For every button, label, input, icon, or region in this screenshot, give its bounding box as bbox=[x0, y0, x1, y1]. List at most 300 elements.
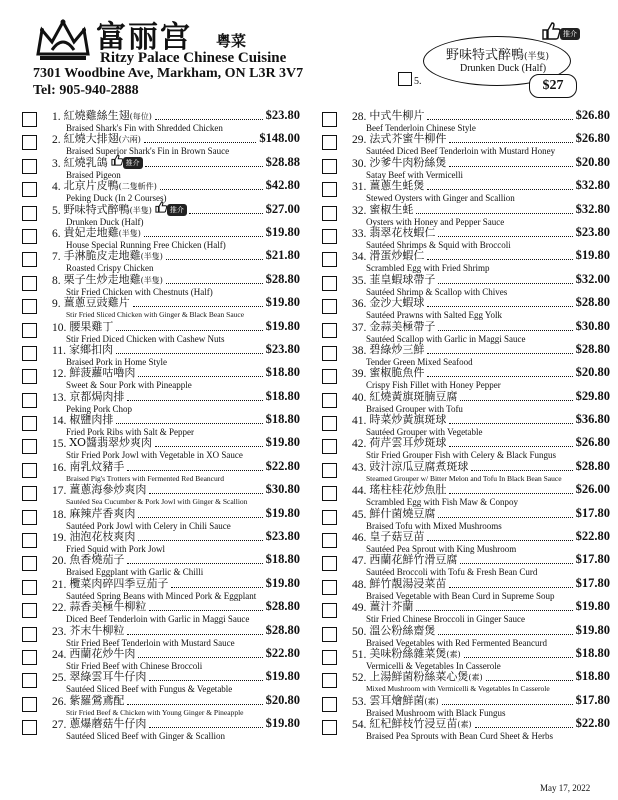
item-price: $19.80 bbox=[265, 435, 300, 450]
telephone: Tel: 905-940-2888 bbox=[33, 83, 139, 98]
dot-leader bbox=[149, 680, 262, 681]
item-price: $30.80 bbox=[265, 482, 300, 497]
order-checkbox[interactable] bbox=[322, 463, 337, 478]
order-checkbox[interactable] bbox=[322, 276, 337, 291]
item-price: $19.80 bbox=[575, 248, 610, 263]
menu-item-line bbox=[52, 133, 300, 146]
item-name-cn: 法式芥蜜牛柳件 bbox=[369, 132, 447, 146]
order-checkbox[interactable] bbox=[22, 697, 37, 712]
item-name-en: Peking Duck (In 2 Courses) bbox=[66, 193, 167, 204]
menu-item-line bbox=[52, 341, 300, 357]
item-name-en: Sautéed Shrimp & Scallop with Chives bbox=[366, 286, 508, 297]
order-checkbox[interactable] bbox=[22, 510, 37, 525]
menu-item-line bbox=[352, 601, 610, 614]
dot-leader bbox=[449, 587, 572, 588]
menu-item bbox=[322, 414, 610, 437]
dot-leader bbox=[438, 634, 572, 635]
order-checkbox[interactable] bbox=[22, 463, 37, 478]
item-name-cn: 翠綠雲耳牛仔肉 bbox=[69, 670, 147, 684]
item-number: 9. bbox=[52, 298, 61, 311]
menu-item-line bbox=[352, 224, 610, 240]
item-name-en: Sautéed Sliced Beef with Ginger & Scallion bbox=[66, 731, 225, 742]
dot-leader bbox=[427, 306, 572, 307]
dot-leader bbox=[438, 330, 572, 331]
brand-name-chinese: 富丽宫 bbox=[96, 20, 192, 55]
thumbs-up-icon bbox=[110, 153, 124, 167]
item-number: 3. bbox=[52, 157, 61, 170]
item-name-en: Stir Fried Diced Chicken with Cashew Nuts bbox=[66, 333, 225, 344]
item-price: $19.80 bbox=[265, 224, 300, 239]
item-number: 2. bbox=[52, 134, 61, 147]
item-name-cn: 魚香燒茄子 bbox=[69, 553, 125, 567]
item-price: $26.00 bbox=[575, 482, 610, 497]
item-number: 15. bbox=[52, 438, 67, 451]
item-price: $28.80 bbox=[265, 622, 300, 637]
order-checkbox[interactable] bbox=[322, 720, 337, 735]
item-name-en: Braised Eggplant with Garlic & Chilli bbox=[66, 567, 204, 578]
dot-leader bbox=[460, 400, 572, 401]
item-name-cn: 薑蔥海參炒爽肉 bbox=[69, 483, 147, 497]
item-number: 38. bbox=[352, 344, 367, 357]
order-checkbox[interactable] bbox=[322, 416, 337, 431]
menu-item-line bbox=[352, 414, 610, 427]
menu-item-line bbox=[52, 575, 300, 591]
dot-leader bbox=[116, 330, 262, 331]
order-checkbox[interactable] bbox=[322, 627, 337, 642]
menu-item bbox=[322, 133, 610, 156]
item-name-cn: 時菜炒黃旗斑球 bbox=[369, 413, 447, 427]
menu-item-line bbox=[352, 388, 610, 404]
item-name-en: Sautéed Spring Beans with Minced Pork & Eggplant bbox=[66, 590, 257, 601]
thumbs-up-icon bbox=[540, 20, 562, 42]
menu-item-line bbox=[352, 622, 610, 638]
item-name-cn: 京都焗肉排 bbox=[69, 389, 125, 403]
item-number: 47. bbox=[352, 555, 367, 568]
order-checkbox[interactable] bbox=[22, 673, 37, 688]
item-name-cn: 手淋脆皮走地雞(半隻) bbox=[63, 249, 163, 263]
menu-item-line bbox=[52, 718, 300, 731]
item-price: $19.80 bbox=[265, 669, 300, 684]
item-price: $18.80 bbox=[575, 669, 610, 684]
menu-item bbox=[322, 531, 610, 554]
order-checkbox[interactable] bbox=[322, 393, 337, 408]
item-number: 24. bbox=[52, 648, 67, 661]
order-checkbox[interactable] bbox=[322, 135, 337, 150]
order-checkbox[interactable] bbox=[22, 229, 37, 244]
item-price: $17.80 bbox=[575, 575, 610, 590]
item-name-en: Stir Fried Grouper Fish with Celery & Black Fungus bbox=[366, 450, 556, 461]
item-price: $36.80 bbox=[575, 412, 610, 427]
order-checkbox[interactable] bbox=[22, 533, 37, 548]
menu-item bbox=[322, 575, 610, 601]
item-name-cn: 紅燒乳鴿 bbox=[63, 155, 108, 169]
item-number: 25. bbox=[52, 672, 67, 685]
order-checkbox[interactable] bbox=[322, 697, 337, 712]
item-name-en: Roasted Crispy Chicken bbox=[66, 263, 154, 274]
menu-item-line bbox=[352, 367, 610, 380]
item-number: 50. bbox=[352, 625, 367, 638]
item-number: 42. bbox=[352, 438, 367, 451]
item-price: $26.80 bbox=[575, 108, 610, 122]
item-price: $22.80 bbox=[575, 716, 610, 731]
item-price: $28.88 bbox=[265, 154, 300, 169]
order-checkbox[interactable] bbox=[322, 346, 337, 361]
item-price: $23.80 bbox=[575, 224, 610, 239]
item-number: 43. bbox=[352, 461, 367, 474]
order-checkbox[interactable] bbox=[22, 252, 37, 267]
menu-item-line bbox=[52, 180, 300, 193]
menu-item-line bbox=[52, 414, 300, 427]
menu-item-line bbox=[52, 318, 300, 334]
dot-leader bbox=[127, 704, 262, 705]
order-checkbox[interactable] bbox=[322, 112, 337, 127]
dot-leader bbox=[166, 283, 263, 284]
order-checkbox[interactable] bbox=[22, 556, 37, 571]
order-checkbox[interactable] bbox=[322, 323, 337, 338]
item-name-en: Diced Beef Tenderloin with Garlic in Maggi Sauce bbox=[66, 614, 250, 625]
cuisine-label: 粤菜 bbox=[216, 32, 247, 50]
item-number: 8. bbox=[52, 274, 61, 287]
order-checkbox[interactable] bbox=[322, 159, 337, 174]
item-name-cn: 紫羅鶯鳶配 bbox=[69, 693, 125, 707]
dot-leader bbox=[427, 189, 572, 190]
item-number: 35. bbox=[352, 274, 367, 287]
item-name-cn: 豉汁涼瓜豆腐煮斑球 bbox=[369, 459, 469, 473]
dot-leader bbox=[160, 189, 263, 190]
menu-item bbox=[322, 110, 610, 133]
order-checkbox[interactable] bbox=[22, 627, 37, 642]
dot-leader bbox=[471, 470, 572, 471]
featured-dish-name-en: Drunken Duck (Half) bbox=[460, 63, 547, 74]
order-checkbox[interactable] bbox=[22, 603, 37, 618]
item-number: 12. bbox=[52, 368, 67, 381]
item-name-cn: 野味特式醉鴨(半隻) bbox=[63, 202, 152, 216]
order-checkbox[interactable] bbox=[322, 439, 337, 454]
menu-item-line bbox=[52, 388, 300, 404]
address: 7301 Woodbine Ave, Markham, ON L3R 3V7 bbox=[33, 66, 304, 81]
item-price: $17.80 bbox=[575, 692, 610, 707]
order-checkbox[interactable] bbox=[322, 229, 337, 244]
order-checkbox[interactable] bbox=[322, 603, 337, 618]
item-name-cn: 蔥爆蘑菇牛仔肉 bbox=[69, 717, 147, 731]
order-checkbox[interactable] bbox=[22, 299, 37, 314]
item-name-en: Tender Green Mixed Seafood bbox=[366, 356, 473, 367]
dot-leader bbox=[438, 517, 572, 518]
item-name-en: Sautéed Prawns with Salted Egg Yolk bbox=[366, 310, 502, 321]
item-number: 7. bbox=[52, 251, 61, 264]
order-checkbox[interactable] bbox=[22, 346, 37, 361]
item-price: $18.80 bbox=[265, 365, 300, 380]
item-name-en: Mixed Mushroom with Vermicelli & Vegetables In Casserole bbox=[366, 684, 550, 694]
order-checkbox[interactable] bbox=[22, 112, 37, 127]
order-checkbox[interactable] bbox=[22, 276, 37, 291]
item-number: 49. bbox=[352, 602, 367, 615]
item-name-cn: 西蘭花炒牛肉 bbox=[69, 646, 136, 660]
item-name-en: Beef Tenderloin Chinese Style bbox=[366, 123, 476, 133]
crown-logo-icon bbox=[34, 16, 92, 64]
item-name-en: Braised Pigeon bbox=[66, 169, 121, 180]
item-name-cn: 雲耳燴鮮菌(素) bbox=[369, 693, 439, 707]
item-name-en: Braised Shark's Fin with Shredded Chicken bbox=[66, 123, 223, 133]
dot-leader bbox=[138, 657, 262, 658]
dot-leader bbox=[460, 563, 572, 564]
item-name-cn: 金沙大蝦球 bbox=[369, 296, 425, 310]
featured-dish-number: 5. bbox=[414, 76, 422, 87]
menu-item bbox=[322, 271, 610, 297]
dot-leader bbox=[127, 563, 262, 564]
dot-leader bbox=[116, 353, 263, 354]
item-price: $17.80 bbox=[575, 552, 610, 567]
item-name-cn: 紅杞鮮枝竹浸豆苗(素) bbox=[369, 717, 472, 731]
item-name-cn: 鮮竹靚湯浸菜苗 bbox=[369, 576, 447, 590]
menu-date: May 17, 2022 bbox=[540, 783, 591, 793]
item-name-cn: 紅燒大排翅(六兩) bbox=[63, 132, 141, 146]
item-price: $18.80 bbox=[265, 388, 300, 403]
item-number: 27. bbox=[52, 719, 67, 732]
order-checkbox[interactable] bbox=[22, 580, 37, 595]
item-number: 29. bbox=[352, 134, 367, 147]
item-name-cn: 芥末牛柳粒 bbox=[69, 623, 125, 637]
menu-item bbox=[22, 718, 300, 741]
item-price: $20.80 bbox=[575, 154, 610, 169]
order-checkbox[interactable] bbox=[22, 416, 37, 431]
dot-leader bbox=[166, 259, 263, 260]
item-number: 21. bbox=[52, 578, 67, 591]
dot-leader bbox=[133, 306, 263, 307]
item-number: 17. bbox=[52, 485, 67, 498]
dot-leader bbox=[438, 236, 572, 237]
item-name-en: Braised Tofu with Mixed Mushrooms bbox=[366, 520, 502, 531]
order-checkbox[interactable] bbox=[22, 206, 37, 221]
featured-dish-checkbox[interactable] bbox=[398, 72, 412, 86]
order-checkbox[interactable] bbox=[322, 206, 337, 221]
item-name-cn: 鮮什菌燒豆腐 bbox=[369, 506, 436, 520]
menu-item-line bbox=[52, 201, 300, 217]
item-name-en: Sautéed Diced Beef Tenderloin with Mustard Honey bbox=[366, 146, 556, 157]
order-checkbox[interactable] bbox=[22, 650, 37, 665]
item-number: 48. bbox=[352, 578, 367, 591]
item-name-cn: 貴妃走地雞(半隻) bbox=[63, 225, 141, 239]
order-checkbox[interactable] bbox=[322, 510, 337, 525]
menu-item bbox=[322, 671, 610, 694]
item-number: 14. bbox=[52, 415, 67, 428]
dot-leader bbox=[144, 142, 257, 143]
menu-item bbox=[22, 622, 300, 648]
item-number: 53. bbox=[352, 695, 367, 708]
item-name-en: Stir Fried Chicken with Chestnuts (Half) bbox=[66, 286, 213, 297]
item-name-cn: 腰果雞丁 bbox=[69, 319, 114, 333]
item-name-en: Sautéed Pork Jowl with Celery in Chili Sauce bbox=[66, 520, 231, 531]
item-number: 52. bbox=[352, 672, 367, 685]
item-name-cn: 滑蛋炒蝦仁 bbox=[369, 249, 425, 263]
dot-leader bbox=[138, 517, 262, 518]
recommended-marker bbox=[108, 157, 142, 170]
menu-item-line bbox=[52, 224, 300, 240]
item-name-en: Stir Fried Beef Tenderloin with Mustard Sauce bbox=[66, 637, 235, 648]
menu-item bbox=[22, 388, 300, 414]
item-number: 40. bbox=[352, 391, 367, 404]
order-checkbox[interactable] bbox=[22, 369, 37, 384]
item-price: $19.80 bbox=[575, 622, 610, 637]
item-number: 32. bbox=[352, 204, 367, 217]
item-name-cn: 薑汁芥蘭 bbox=[369, 600, 414, 614]
dot-leader bbox=[149, 727, 262, 728]
order-checkbox[interactable] bbox=[322, 299, 337, 314]
dot-leader bbox=[427, 540, 572, 541]
item-name-en: Drunken Duck (Half) bbox=[66, 216, 144, 227]
menu-item-line bbox=[52, 645, 300, 661]
menu-item bbox=[322, 297, 610, 320]
menu-item bbox=[322, 201, 610, 227]
dot-leader bbox=[144, 236, 263, 237]
dot-leader bbox=[416, 213, 572, 214]
item-name-en: Stir Fried Beef with Chinese Broccoli bbox=[66, 660, 203, 671]
item-name-cn: 家鄉扣肉 bbox=[68, 342, 113, 356]
dot-leader bbox=[189, 213, 263, 214]
item-price: $19.80 bbox=[265, 575, 300, 590]
menu-item bbox=[22, 414, 300, 437]
item-name-en: Braised Pig's Trotters with Fermented Red Beancurd bbox=[66, 473, 225, 483]
menu-item-line bbox=[352, 318, 610, 334]
order-checkbox[interactable] bbox=[322, 556, 337, 571]
item-name-cn: 鮮菠蘿咕嚕肉 bbox=[69, 366, 136, 380]
item-name-en: Stir Fried Beef & Chicken with Young Ginger & Pineapple bbox=[66, 707, 244, 717]
menu-item bbox=[322, 318, 610, 344]
item-price: $28.80 bbox=[265, 271, 300, 286]
item-name-cn: 皇子菇豆苗 bbox=[369, 530, 425, 544]
item-name-cn: 薑蔥生蚝煲 bbox=[369, 179, 425, 193]
menu-item bbox=[322, 505, 610, 531]
dot-leader bbox=[464, 657, 573, 658]
item-name-cn: 沙爹牛肉粉絲煲 bbox=[369, 155, 447, 169]
dot-leader bbox=[116, 423, 262, 424]
item-number: 54. bbox=[352, 719, 367, 732]
dot-leader bbox=[449, 493, 572, 494]
item-name-en: Peking Pork Chop bbox=[66, 403, 133, 414]
item-name-en: Braised Vegetables with Red Fermented Beancurd bbox=[366, 637, 548, 648]
item-price: $23.80 bbox=[265, 529, 300, 544]
order-checkbox[interactable] bbox=[322, 182, 337, 197]
menu-item-line bbox=[352, 297, 610, 310]
item-number: 39. bbox=[352, 368, 367, 381]
order-checkbox[interactable] bbox=[322, 252, 337, 267]
item-name-en: Fried Squid with Pork Jowl bbox=[66, 544, 166, 555]
menu-item bbox=[22, 341, 300, 367]
order-checkbox[interactable] bbox=[22, 159, 37, 174]
menu-item-line bbox=[52, 671, 300, 684]
item-price: $42.80 bbox=[265, 178, 300, 193]
item-name-cn: 薑蔥豆豉雞片 bbox=[63, 296, 130, 310]
menu-item bbox=[322, 250, 610, 273]
item-number: 41. bbox=[352, 415, 367, 428]
item-name-en: Sautéed Pea Sprout with King Mushroom bbox=[366, 544, 517, 555]
item-name-en: Braised Superior Shark's Fin in Brown Sauce bbox=[66, 146, 230, 157]
item-number: 37. bbox=[352, 321, 367, 334]
item-price: $18.80 bbox=[265, 412, 300, 427]
menu-item-line bbox=[352, 201, 610, 217]
featured-dish-price: $27 bbox=[529, 74, 577, 98]
item-price: $28.80 bbox=[265, 599, 300, 614]
menu-item-line bbox=[352, 250, 610, 263]
order-checkbox[interactable] bbox=[22, 182, 37, 197]
item-name-cn: 麻辣芹香爽肉 bbox=[69, 506, 136, 520]
dot-leader bbox=[438, 283, 572, 284]
item-name-en: Scrambled Egg with Fried Shrimp bbox=[366, 263, 490, 274]
item-price: $18.80 bbox=[265, 552, 300, 567]
order-checkbox[interactable] bbox=[322, 650, 337, 665]
item-number: 34. bbox=[352, 251, 367, 264]
item-price: $22.80 bbox=[265, 458, 300, 473]
item-price: $28.80 bbox=[575, 295, 610, 310]
menu-item bbox=[22, 575, 300, 601]
order-checkbox[interactable] bbox=[22, 393, 37, 408]
item-number: 16. bbox=[52, 461, 67, 474]
item-name-en: Sautéed Broccoli with Tofu & Fresh Bean Curd bbox=[366, 567, 538, 578]
menu-item bbox=[22, 531, 300, 554]
dot-leader bbox=[138, 376, 262, 377]
item-name-en: Crispy Fish Fillet with Honey Pepper bbox=[366, 380, 501, 391]
item-price: $148.00 bbox=[259, 131, 300, 146]
order-checkbox[interactable] bbox=[322, 673, 337, 688]
item-number: 18. bbox=[52, 508, 67, 521]
menu-item bbox=[22, 671, 300, 694]
order-checkbox[interactable] bbox=[22, 720, 37, 735]
order-checkbox[interactable] bbox=[322, 369, 337, 384]
order-checkbox[interactable] bbox=[22, 486, 37, 501]
order-checkbox[interactable] bbox=[322, 486, 337, 501]
dot-leader bbox=[486, 680, 573, 681]
order-checkbox[interactable] bbox=[22, 323, 37, 338]
menu-item bbox=[322, 388, 610, 414]
item-name-cn: 中式牛柳片 bbox=[369, 109, 425, 122]
menu-item-line bbox=[52, 297, 300, 310]
item-number: 51. bbox=[352, 648, 367, 661]
item-name-en: Stewed Oysters with Ginger and Scallion bbox=[366, 193, 515, 204]
item-price: $27.00 bbox=[265, 201, 300, 216]
item-name-cn: 溫公粉絲齋煲 bbox=[369, 623, 436, 637]
recommend-badge: 推介 bbox=[123, 157, 143, 169]
menu-item-line bbox=[52, 484, 300, 497]
item-number: 5. bbox=[52, 204, 61, 217]
order-checkbox[interactable] bbox=[22, 135, 37, 150]
dot-leader bbox=[427, 259, 572, 260]
item-price: $19.80 bbox=[265, 505, 300, 520]
menu-item bbox=[322, 154, 610, 180]
menu-item bbox=[22, 437, 300, 460]
menu-item-line bbox=[52, 554, 300, 567]
order-checkbox[interactable] bbox=[22, 439, 37, 454]
menu-item-line bbox=[352, 484, 610, 497]
menu-item bbox=[22, 505, 300, 531]
item-price: $17.80 bbox=[575, 505, 610, 520]
order-checkbox[interactable] bbox=[322, 533, 337, 548]
dot-leader bbox=[427, 376, 572, 377]
menu-item-line bbox=[52, 622, 300, 638]
order-checkbox[interactable] bbox=[322, 580, 337, 595]
item-name-en: Scrambled Egg with Fish Maw & Conpoy bbox=[366, 497, 518, 508]
menu-item-line bbox=[352, 645, 610, 661]
menu-item-line bbox=[352, 554, 610, 567]
item-name-cn: 韮皇蝦球帶子 bbox=[369, 272, 436, 286]
dot-leader bbox=[138, 540, 262, 541]
item-name-en: Sweet & Sour Pork with Pineapple bbox=[66, 380, 192, 391]
item-price: $21.80 bbox=[265, 248, 300, 263]
recommend-badge: 推介 bbox=[167, 204, 187, 216]
dot-leader bbox=[155, 446, 263, 447]
menu-item-line bbox=[52, 110, 300, 123]
menu-item bbox=[322, 622, 610, 648]
dot-leader bbox=[449, 166, 572, 167]
